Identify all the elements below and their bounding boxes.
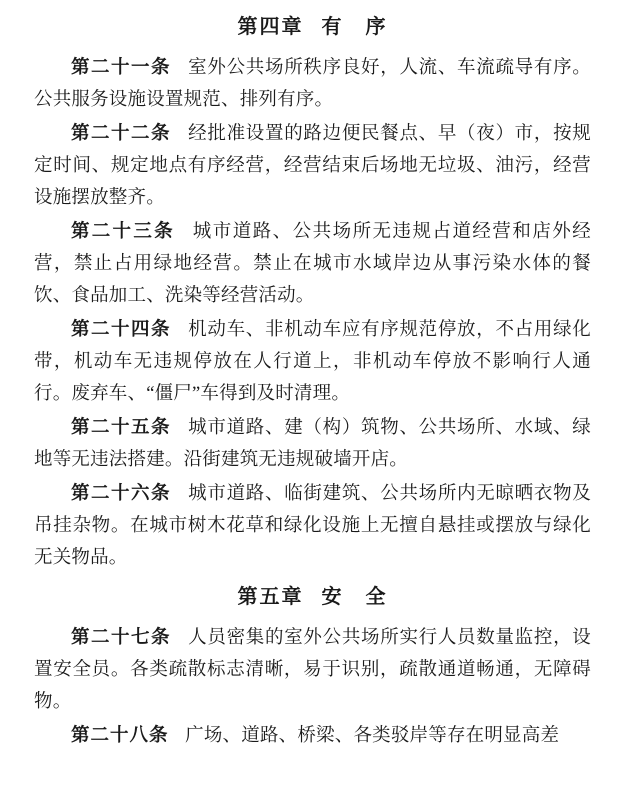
chapter-heading-5 bbox=[34, 582, 591, 612]
article-26 bbox=[34, 478, 591, 574]
article-23-text: 城市道路、公共场所无违规占道经营和店外经营，禁止占用绿地经营。禁止在城市水域岸边从事污染水体的餐饮、食品加工、洗染等经营活动。 bbox=[34, 222, 591, 306]
article-27-text: 人员密集的室外公共场所实行人员数量监控，设置安全员。各类疏散标志清晰，易于识别，疏散通道畅通，无障碍物。 bbox=[34, 628, 591, 712]
article-27 bbox=[34, 622, 591, 718]
article-25-number: 第二十五条 bbox=[71, 418, 172, 438]
article-25-text: 城市道路、建（构）筑物、公共场所、水域、绿地等无违法搭建。沿街建筑无违规破墙开店。 bbox=[34, 418, 591, 470]
article-28-text: 广场、道路、桥梁、各类驳岸等存在明显高差 bbox=[185, 726, 560, 746]
article-22 bbox=[34, 118, 591, 214]
article-24 bbox=[34, 314, 591, 410]
article-23-number: 第二十三条 bbox=[71, 222, 175, 242]
chapter-4-title: 有 序 bbox=[321, 16, 388, 38]
article-28-number: 第二十八条 bbox=[71, 726, 169, 746]
article-26-number: 第二十六条 bbox=[71, 484, 172, 504]
article-22-text: 经批准设置的路边便民餐点、早（夜）市，按规定时间、规定地点有序经营，经营结束后场地无垃圾、油污，经营设施摆放整齐。 bbox=[34, 124, 591, 208]
article-24-number: 第二十四条 bbox=[71, 320, 172, 340]
article-21 bbox=[34, 52, 591, 116]
article-22-number: 第二十二条 bbox=[71, 124, 172, 144]
article-21-number: 第二十一条 bbox=[71, 58, 172, 78]
article-23 bbox=[34, 216, 591, 312]
article-24-text: 机动车、非机动车应有序规范停放，不占用绿化带，机动车无违规停放在人行道上，非机动车停放不影响行人通行。废弃车、“僵尸”车得到及时清理。 bbox=[34, 320, 591, 404]
chapter-4-number: 第四章 bbox=[237, 16, 304, 38]
article-27-number: 第二十七条 bbox=[71, 628, 172, 648]
article-28 bbox=[34, 720, 591, 752]
chapter-5-number: 第五章 bbox=[237, 586, 304, 608]
article-25 bbox=[34, 412, 591, 476]
chapter-5-title: 安 全 bbox=[321, 586, 388, 608]
chapter-heading-4 bbox=[34, 12, 591, 42]
article-21-text: 室外公共场所秩序良好，人流、车流疏导有序。公共服务设施设置规范、排列有序。 bbox=[34, 58, 591, 110]
article-26-text: 城市道路、临街建筑、公共场所内无晾晒衣物及吊挂杂物。在城市树木花草和绿化设施上无擅自悬挂或摆放与绿化无关物品。 bbox=[34, 484, 591, 568]
